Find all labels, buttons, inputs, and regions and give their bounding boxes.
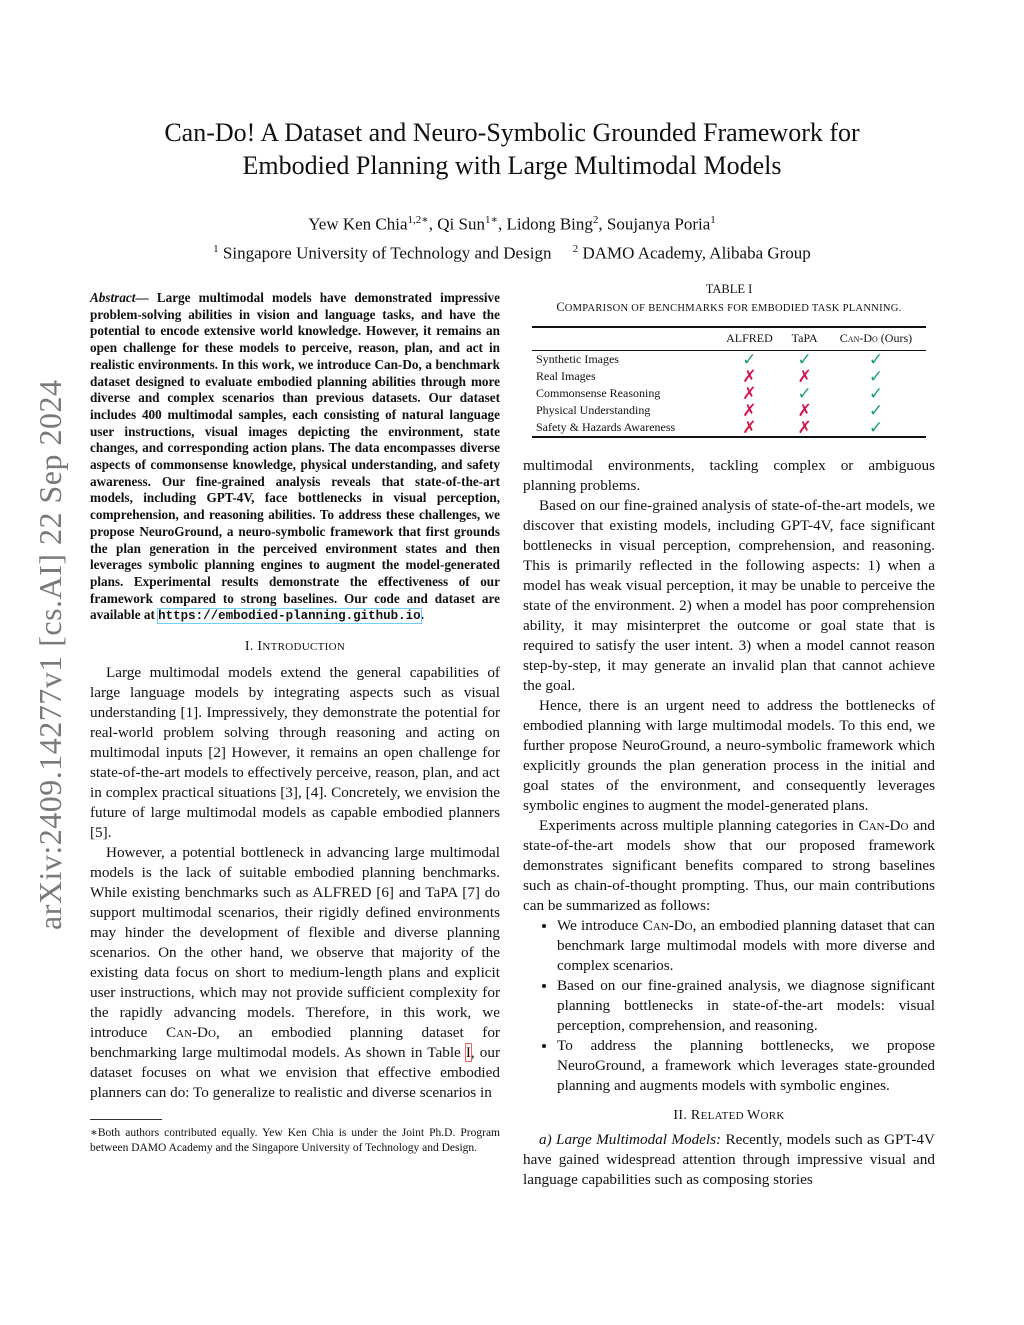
cando-mark: ✓	[868, 401, 884, 420]
related-rest-2: ORK	[760, 1110, 785, 1122]
cando-mark: ✓	[868, 367, 884, 386]
aff-2-sup: 2	[572, 242, 579, 255]
tapa-mark: ✗	[783, 419, 825, 437]
table-title	[523, 298, 935, 318]
author-3: , Lidong Bing	[497, 214, 593, 234]
section-heading-related-work	[523, 1108, 935, 1124]
intro-rest: NTRODUCTION	[262, 641, 346, 654]
abstract	[90, 290, 500, 625]
paper-title	[0, 116, 1024, 182]
cando-mark: ✓	[826, 419, 926, 437]
cando-name: Can-Do	[165, 1024, 216, 1042]
table-header-cando	[826, 327, 926, 351]
table-header-alfred: ALFRED	[715, 327, 783, 351]
row-label: Physical Understanding	[536, 403, 651, 417]
row-label: Safety & Hazards Awareness	[532, 419, 715, 437]
alfred-mark: ✗	[742, 367, 757, 386]
alfred-mark: ✗	[715, 419, 783, 437]
abstract-end: .	[420, 607, 424, 623]
intro-p2-a: However, a potential bottleneck in advancing large multimodal models is the lack of suitable embodied planning benchmarks. While existing benchmarks such as ALFRED [6] and TaPA [7] do support multimodal scenarios, their rigidly defined environments may hinder the development of flexible and diverse planning scenarios. On the other hand, we observe that majority of the existing data focus on short to medium-length plans and explicit user instructions, which may not provide sufficient complexity for the rapidly advancing models. Therefore, in this work, we introduce	[90, 844, 500, 1042]
intro-p2-c: , our dataset focuses on what we envision that effective embodied planners can do: To generalize to realistic and diverse scenarios in	[90, 1044, 501, 1102]
tapa-mark: ✗	[797, 401, 812, 420]
caption-first: C	[556, 300, 565, 314]
intro-body-right	[523, 456, 935, 916]
table-caption	[523, 280, 935, 318]
arxiv-identifier: arXiv:2409.14277v1 [cs.AI] 22 Sep 2024	[32, 379, 68, 931]
alfred-mark: ✗	[742, 384, 757, 403]
alfred-mark: ✗	[742, 401, 757, 420]
intro-p5-b: and state-of-the-art models show that our proposed framework demonstrates significant benefits compared to strong baselines such as chain-of-thought prompting. Thus, our main contributions can be summarized as follows:	[523, 817, 935, 914]
table-row	[532, 351, 926, 369]
author-3-sup: 2	[592, 214, 599, 226]
affiliation-2: DAMO Academy, Alibaba Group	[578, 243, 811, 263]
row-label: Real Images	[536, 369, 596, 383]
table-row	[532, 385, 926, 402]
intro-body-left	[90, 663, 500, 1103]
abstract-text: Large multimodal models have demonstrated impressive problem-solving abilities in vision and language tasks, and have the potential to encode extensive world knowledge. However, it remains an open challenge for these models to perceive, reason, plan, and act in realistic environments. In this work, we introduce Can-Do, a benchmark dataset designed to evaluate embodied planning abilities through more diverse and complex scenarios than previous datasets. Our dataset includes 400 multimodal samples, each consisting of natural language user instructions, visual images depicting the environment, state changes, and corresponding action plans. The data encompasses diverse aspects of commonsense knowledge, physical understanding, and safety awareness. Our fine-grained analysis reveals that state-of-the-art models, including GPT-4V, face bottlenecks in visual perception, comprehension, and reasoning abilities. To address these challenges, we propose NeuroGround, a neuro-symbolic framework that first grounds the plan generation in the perceived environment states and then leverages symbolic planning engines to augment the model-generated plans. Experimental results demonstrate the effectiveness of our framework compared to strong baselines. Our code and dataset are available at	[90, 290, 500, 623]
related-rest-1: ELATED	[700, 1110, 747, 1122]
abstract-dash: —	[135, 290, 157, 305]
affiliations	[0, 237, 1024, 266]
row-label: Synthetic Images	[532, 351, 715, 369]
author-1-sup: 1,2∗	[407, 214, 429, 226]
table-row	[532, 368, 926, 385]
table-body	[532, 351, 926, 438]
title-line-1: Can-Do! A Dataset and Neuro-Symbolic Grounded Framework for	[164, 118, 860, 147]
tapa-mark: ✓	[783, 351, 825, 369]
table-row	[532, 402, 926, 419]
related-text: Recently, models such as GPT-4V have gained widespread attention through impressive visual and language capabilities such as composing stories	[523, 1131, 935, 1188]
related-num: II.	[673, 1108, 691, 1123]
left-column	[90, 290, 500, 1156]
intro-paragraph-5	[523, 816, 935, 916]
author-1: Yew Ken Chia	[308, 214, 408, 234]
contribution-1a: We introduce	[557, 917, 643, 934]
benchmark-comparison-table	[532, 326, 926, 438]
right-column	[523, 280, 935, 1190]
contribution-item-3: • To address the planning bottlenecks, we propose NeuroGround, a framework which leverages state-grounded planning and augments models with symbolic engines.	[557, 1036, 935, 1096]
footnote: ∗Both authors contributed equally. Yew Ken Chia is under the Joint Ph.D. Program between DAMO Academy and the Singapore University of Technology and Design.	[90, 1127, 500, 1155]
table-header-empty	[532, 327, 715, 351]
table-label: TABLE I	[705, 282, 753, 296]
author-block	[0, 208, 1024, 265]
tapa-mark: ✓	[797, 384, 812, 403]
table-header-tapa: TaPA	[783, 327, 825, 351]
related-subheading: a) Large Multimodal Models:	[539, 1131, 722, 1148]
abstract-label: Abstract	[90, 290, 136, 305]
title-line-2: Embodied Planning with Large Multimodal Models	[242, 151, 782, 180]
intro-paragraph-2	[90, 843, 500, 1103]
author-4: , Soujanya Poria	[598, 214, 711, 234]
intro-p2-b: , an embodied planning dataset for benchmarking large multimodal models. As shown in Table	[90, 1024, 500, 1062]
section-heading-introduction	[90, 639, 500, 655]
caption-rest: OMPARISON OF BENCHMARKS FOR EMBODIED TASK PLANNING.	[564, 303, 902, 314]
intro-paragraph-3: Based on our fine-grained analysis of state-of-the-art models, we discover that existing models, including GPT-4V, face significant bottlenecks in visual perception, comprehension, and reasoning. This is primarily reflected in the following aspects: 1) when a model has weak visual perception, it may be unable to perceive the state of the environment. 2) when a model has poor comprehension ability, it may misinterpret the outcome or goal state that is required to satisfy the user intent. 3) when a model cannot reason step-by-step, it may generate an invalid plan that cannot achieve the goal.	[523, 497, 935, 694]
cando-mark: ✓	[868, 384, 884, 403]
contributions-list	[523, 916, 935, 1096]
contribution-item-2: • Based on our fine-grained analysis, we diagnose significant planning bottlenecks in state-of-the-art models: visual perception, comprehension, and reasoning.	[557, 976, 935, 1036]
related-first-2: W	[746, 1108, 761, 1123]
cando-header-suffix: (Ours)	[877, 331, 913, 345]
author-2-sup: 1∗	[484, 214, 498, 226]
cando-header-name: Can-Do	[839, 331, 878, 345]
author-4-sup: 1	[710, 214, 716, 226]
related-body	[523, 1130, 935, 1190]
related-first-1: R	[690, 1108, 701, 1123]
author-2: , Qi Sun	[428, 214, 485, 234]
cando-mark: ✓	[826, 351, 926, 369]
intro-paragraph-4: Hence, there is an urgent need to address the bottlenecks of embodied planning with large multimodal models. To this end, we further propose NeuroGround, a neuro-symbolic framework which explicitly grounds the plan generation process in the initial and goal states of the environment, and consequently leverages symbolic engines to augment the model-generated plans.	[523, 697, 935, 814]
intro-continuation: multimodal environments, tackling complex or ambiguous planning problems.	[523, 457, 935, 494]
alfred-mark: ✓	[715, 351, 783, 369]
cando-name-2: Can-Do	[858, 817, 909, 834]
intro-first: I	[257, 639, 263, 655]
intro-p5-a: Experiments across multiple planning categories in	[539, 817, 859, 834]
cando-name-3: Can-Do	[642, 917, 693, 934]
footnote-divider	[90, 1119, 162, 1120]
affiliation-1: Singapore University of Technology and Design	[218, 243, 552, 263]
author-names	[0, 208, 1024, 237]
contribution-item-1	[557, 916, 935, 976]
table-header-row	[532, 327, 926, 351]
tapa-mark: ✗	[797, 367, 812, 386]
intro-num: I.	[244, 639, 258, 655]
related-paragraph	[523, 1130, 935, 1190]
aff-1-sup: 1	[213, 242, 219, 255]
project-url-link[interactable]: https://embodied-planning.github.io	[158, 609, 421, 624]
intro-paragraph-1: Large multimodal models extend the general capabilities of large language models by integrating aspects such as visual understanding [1]. Impressively, they demonstrate the potential for real-world problem solving through reasoning and acting on multimodal inputs [2] However, it remains an open challenge for state-of-the-art models to effectively perceive, reason, plan, and act in complex practical situations [3], [4]. Concretely, we envision the future of large multimodal models as capable embodied planners [5].	[90, 664, 500, 842]
table-reference-link[interactable]: I	[465, 1044, 471, 1062]
table-row	[532, 419, 926, 437]
contribution-1b: , an embodied planning dataset that can benchmark large multimodal models with more diverse and complex scenarios.	[557, 917, 936, 974]
row-label: Commonsense Reasoning	[536, 386, 661, 400]
